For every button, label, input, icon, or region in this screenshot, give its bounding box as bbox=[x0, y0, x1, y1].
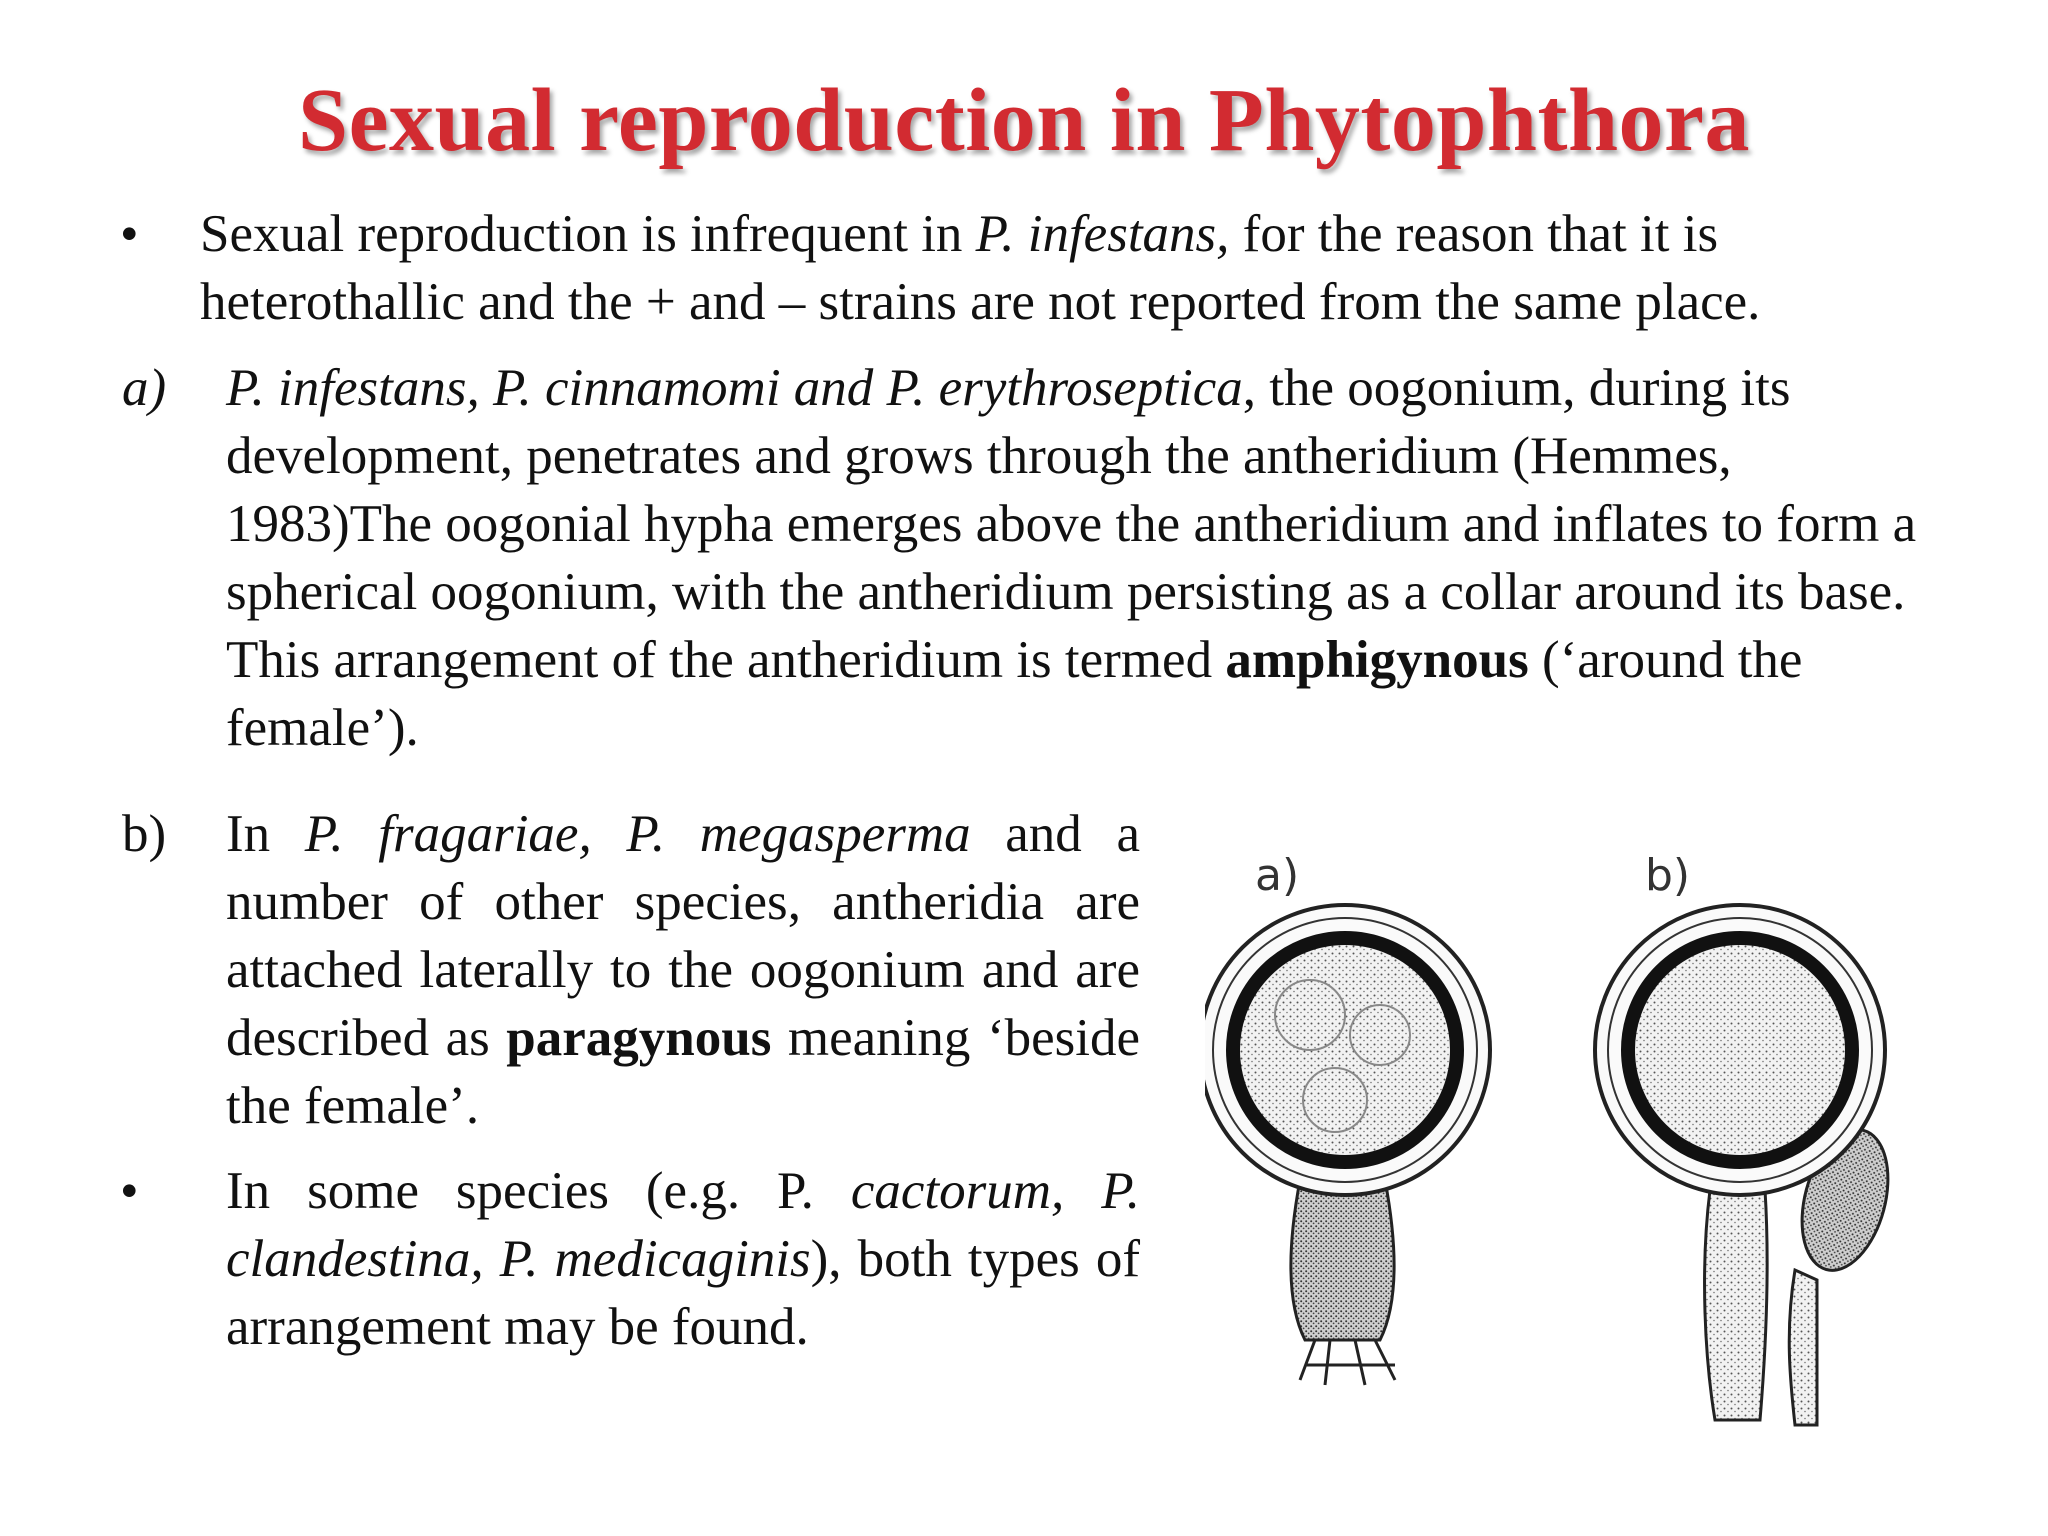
paragraph-intro bbox=[200, 200, 1900, 336]
list-marker-a: a) bbox=[122, 359, 167, 417]
paragraph-both-types bbox=[226, 1157, 1140, 1361]
term-amphigynous: amphigynous bbox=[1225, 631, 1529, 689]
bullet-marker: • bbox=[120, 1162, 139, 1220]
text-run: meaning ‘beside the female’. bbox=[226, 1009, 1140, 1135]
text-run: In bbox=[226, 805, 305, 863]
species-names: P. infestans, P. cinnamomi and P. erythroseptica bbox=[226, 359, 1243, 417]
species-names: cactorum, P. clandestina, P. medicaginis bbox=[226, 1162, 1140, 1288]
list-marker-b: b) bbox=[122, 805, 167, 863]
figure-label-b: b) bbox=[1645, 850, 1691, 901]
bullet-marker: • bbox=[120, 205, 139, 263]
species-name: P. infestans, bbox=[975, 205, 1230, 263]
paragraph-paragynous bbox=[226, 800, 1140, 1140]
text-run: Sexual reproduction is infrequent in bbox=[200, 205, 976, 263]
text-run: ), both types of arrangement may be found. bbox=[226, 1230, 1141, 1356]
species-names: P. fragariae, P. megasperma bbox=[304, 805, 971, 863]
slide-title: Sexual reproduction in Phytophthora bbox=[298, 71, 1750, 170]
text-run: for the reason that it is heterothallic and the + and – strains are not reported from the same place. bbox=[200, 205, 1761, 331]
text-run: , the oogonium, during its development, penetrates and grows through the antheridium (Hemmes, 1983)The oogonial hypha emerges above the antheridium and inflates to form a spherical oogonium, with the antheridium persisting as a collar around its base. This arrangement of the antheridium is termed bbox=[226, 359, 1917, 689]
paragraph-amphigynous bbox=[226, 354, 1946, 762]
paragynous-oogonium bbox=[1595, 905, 1902, 1425]
oogonium-illustration bbox=[1205, 840, 1965, 1440]
term-paragynous: paragynous bbox=[506, 1009, 772, 1067]
figure-label-a: a) bbox=[1255, 850, 1300, 901]
oogonium-drawing bbox=[1205, 840, 1965, 1440]
text-run: and a number of other species, antheridia are attached laterally to the oogonium and are described as bbox=[226, 805, 1140, 1067]
amphigynous-oogonium bbox=[1205, 905, 1490, 1385]
text-run: (‘around the female’). bbox=[226, 631, 1803, 757]
text-run: In some species (e.g. P. bbox=[226, 1162, 851, 1220]
